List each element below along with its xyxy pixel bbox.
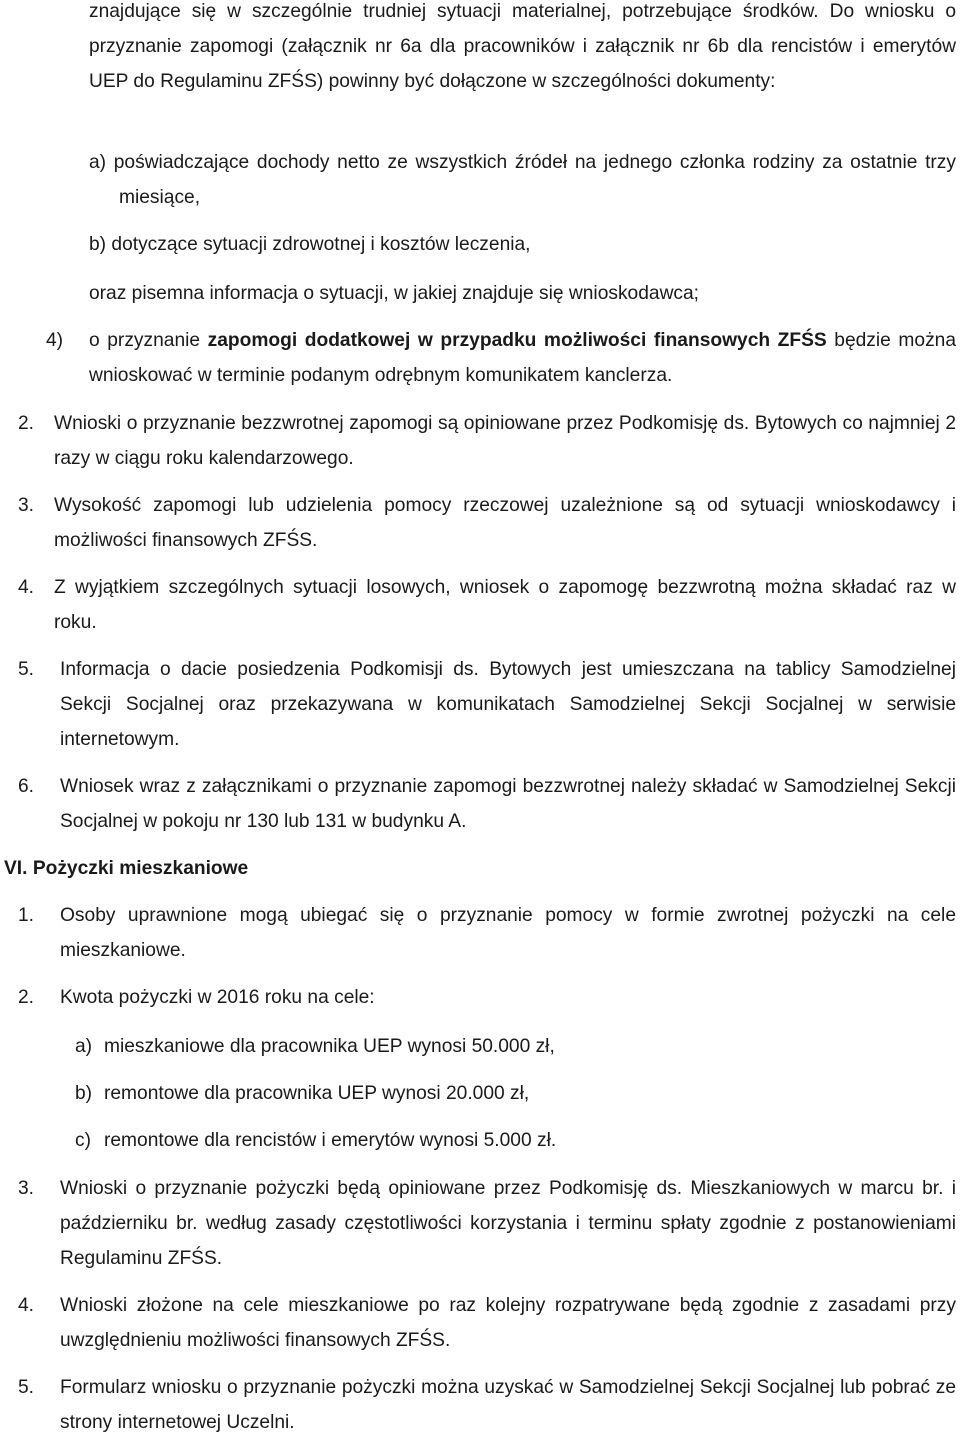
loan-item-2-number: 2. — [18, 987, 35, 1008]
loan-item-3-text: Wnioski o przyznanie pożyczki będą opiniowane przez Podkomisję ds. Mieszkaniowych w marcu br. i październiku br. według zasady częstotliwości korzystania i terminu spłaty zgodnie z postanowieniami Regulaminu ZFŚS. — [60, 1178, 956, 1269]
section-heading-title: Pożyczki mieszkaniowe — [32, 858, 249, 879]
loan-item-2-text: Kwota pożyczki w 2016 roku na cele: — [60, 987, 375, 1008]
point4-number: 4) — [46, 330, 64, 351]
doc-item-b: b) dotyczące sytuacji zdrowotnej i kosztów leczenia, — [89, 234, 531, 255]
loan-sub-a-text: mieszkaniowe dla pracownika UEP wynosi 50.000 zł, — [104, 1036, 555, 1057]
loan-sub-c-text: remontowe dla rencistów i emerytów wynosi 5.000 zł. — [104, 1130, 557, 1151]
point4-bold: zapomogi dodatkowej w przypadku możliwości finansowych ZFŚS — [207, 330, 827, 351]
item-5-number: 5. — [18, 659, 35, 680]
item-4-number: 4. — [18, 577, 35, 598]
loan-sub-b-label: b) — [75, 1083, 93, 1104]
item-5-text: Informacja o dacie posiedzenia Podkomisji ds. Bytowych jest umieszczana na tablicy Samodzielnej Sekcji Socjalnej oraz przekazywana w komunikatach Samodzielnej Sekcji Socjalnej w serwisie internetowym. — [60, 659, 956, 750]
loan-item-5-text: Formularz wniosku o przyznanie pożyczki można uzyskać w Samodzielnej Sekcji Socjalnej lub pobrać ze strony internetowej Uczelni. — [60, 1377, 956, 1433]
item-6-text: Wniosek wraz z załącznikami o przyznanie zapomogi bezzwrotnej należy składać w Samodzielnej Sekcji Socjalnej w pokoju nr 130 lub 131 w budynku A. — [60, 776, 956, 832]
point4-post: będzie można wnioskować w terminie podanym odrębnym komunikatem kanclerza. — [89, 330, 956, 386]
section-heading — [4, 851, 904, 886]
loan-item-5-number: 5. — [18, 1377, 35, 1398]
loan-item-1-text: Osoby uprawnione mogą ubiegać się o przyznanie pomocy w formie zwrotnej pożyczki na cele mieszkaniowe. — [60, 905, 956, 961]
doc-item-a: a) poświadczające dochody netto ze wszystkich źródeł na jednego członka rodziny za ostatnie trzy miesiące, — [89, 152, 956, 208]
loan-item-4-text: Wnioski złożone na cele mieszkaniowe po raz kolejny rozpatrywane będą zgodnie z zasadami przy uwzględnieniu możliwości finansowych ZFŚS. — [60, 1295, 956, 1351]
point4-pre: o przyznanie — [89, 330, 208, 351]
item-6-number: 6. — [18, 776, 35, 797]
item-3-text: Wysokość zapomogi lub udzielenia pomocy rzeczowej uzależnione są od sytuacji wnioskodawcy i możliwości finansowych ZFŚS. — [54, 495, 956, 551]
loan-item-1-number: 1. — [18, 905, 35, 926]
item-3-number: 3. — [18, 495, 35, 516]
intro-paragraph: znajdujące się w szczególnie trudniej sytuacji materialnej, potrzebujące środków. Do wniosku o przyznanie zapomogi (załącznik nr 6a dla pracowników i załącznik nr 6b dla rencistów i emerytów UEP do Regulaminu ZFŚS) powinny być dołączone w szczególności dokumenty: — [89, 1, 956, 92]
point4-text — [89, 323, 956, 393]
loan-sub-a-label: a) — [75, 1036, 93, 1057]
loan-item-4-number: 4. — [18, 1295, 35, 1316]
doc-note: oraz pisemna informacja o sytuacji, w jakiej znajduje się wnioskodawca; — [89, 283, 700, 304]
item-2-text: Wnioski o przyznanie bezzwrotnej zapomogi są opiniowane przez Podkomisję ds. Bytowych co najmniej 2 razy w ciągu roku kalendarzowego. — [54, 413, 956, 469]
item-4-text: Z wyjątkiem szczególnych sytuacji losowych, wniosek o zapomogę bezzwrotną można składać raz w roku. — [54, 577, 956, 633]
loan-sub-b-text: remontowe dla pracownika UEP wynosi 20.000 zł, — [104, 1083, 530, 1104]
section-heading-number: VI. — [4, 858, 28, 879]
item-2-number: 2. — [18, 413, 35, 434]
loan-sub-c-label: c) — [75, 1130, 91, 1151]
loan-item-3-number: 3. — [18, 1178, 35, 1199]
